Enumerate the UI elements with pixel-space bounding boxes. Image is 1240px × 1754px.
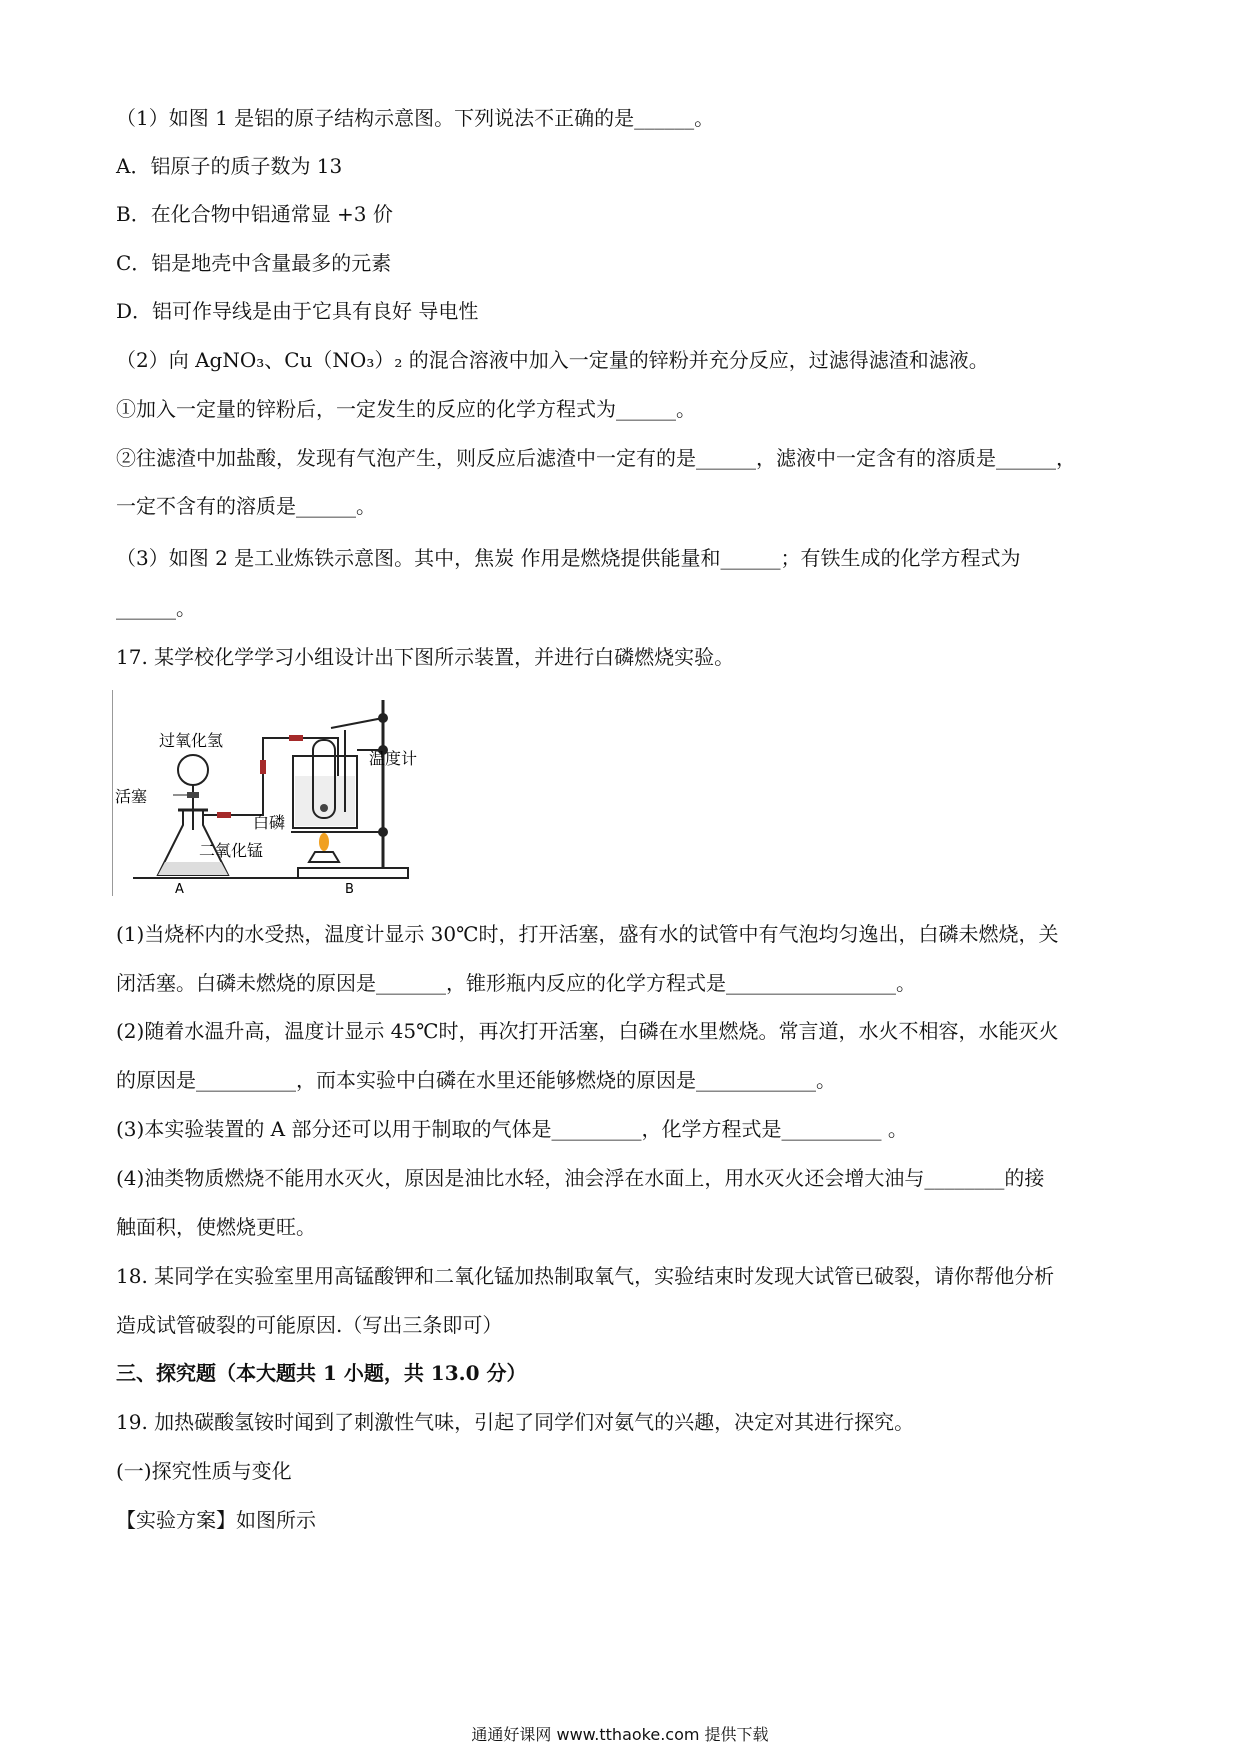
q17-part3: (3)本实验装置的 A 部分还可以用于制取的气体是_________，化学方程式是__________ 。 bbox=[116, 1117, 908, 1141]
label-mno2: 二氧化锰 bbox=[199, 841, 264, 860]
q19-stem: 19. 加热碳酸氢铵时闻到了刺激性气味，引起了同学们对氨气的兴趣，决定对其进行探究。 bbox=[116, 1410, 915, 1434]
q17-part2: (2)随着水温升高，温度计显示 45℃时，再次打开活塞，白磷在水里燃烧。常言道，水火不相容，水能灭火 bbox=[116, 1019, 1059, 1043]
q16-part3: （3）如图 2 是工业炼铁示意图。其中，焦炭 作用是燃烧提供能量和______；有铁生成的化学方程式为 bbox=[116, 546, 1021, 570]
q16-option-d: D．铝可作导线是由于它具有良好 导电性 bbox=[116, 299, 479, 323]
label-h2o2: 过氧化氢 bbox=[159, 731, 224, 750]
label-a: A bbox=[175, 882, 184, 896]
q16-option-b: B．在化合物中铝通常显 +3 价 bbox=[116, 202, 393, 226]
q17-part4-cont: 触面积，使燃烧更旺。 bbox=[116, 1215, 316, 1239]
q16-option-a: A．铝原子的质子数为 13 bbox=[116, 154, 343, 178]
q16-part2-item2-cont: 一定不含有的溶质是______。 bbox=[116, 494, 376, 518]
q18-stem-cont: 造成试管破裂的可能原因.（写出三条即可） bbox=[116, 1313, 503, 1337]
section-three-title: 三、探究题（本大题共 1 小题，共 13.0 分） bbox=[116, 1361, 527, 1385]
q16-part2-item2: ②往滤渣中加盐酸，发现有气泡产生，则反应后滤渣中一定有的是______，滤液中一定含有的溶质是______， bbox=[116, 446, 1076, 470]
label-thermometer: 温度计 bbox=[369, 749, 418, 768]
q16-part2: （2）向 AgNO₃、Cu（NO₃）₂ 的混合溶液中加入一定量的锌粉并充分反应，过滤得滤渣和滤液。 bbox=[116, 348, 989, 372]
label-white-phosphorus: 白磷 bbox=[253, 813, 286, 832]
q16-part1: （1）如图 1 是铝的原子结构示意图。下列说法不正确的是______。 bbox=[116, 106, 715, 130]
q19-subsection: (一)探究性质与变化 bbox=[116, 1459, 292, 1483]
label-valve: 活塞 bbox=[115, 787, 148, 806]
q17-part2-cont: 的原因是__________，而本实验中白磷在水里还能够燃烧的原因是____________。 bbox=[116, 1068, 836, 1092]
alcohol-burner bbox=[291, 832, 361, 862]
q16-part2-item1: ①加入一定量的锌粉后，一定发生的反应的化学方程式为______。 bbox=[116, 397, 696, 421]
apparatus-figure bbox=[112, 690, 449, 896]
beaker-b bbox=[293, 730, 357, 828]
q17-part1: (1)当烧杯内的水受热，温度计显示 30℃时，打开活塞，盛有水的试管中有气泡均匀逸出，白磷未燃烧，关 bbox=[116, 922, 1059, 946]
label-b: B bbox=[345, 882, 354, 896]
q16-part3-cont: ______。 bbox=[116, 596, 196, 620]
q16-option-c: C．铝是地壳中含量最多的元素 bbox=[116, 251, 392, 275]
page-footer: 通通好课网 www.tthaoke.com 提供下载 bbox=[471, 1725, 769, 1744]
q19-experiment-plan: 【实验方案】如图所示 bbox=[116, 1508, 316, 1532]
q18-stem: 18. 某同学在实验室里用高锰酸钾和二氧化锰加热制取氧气，实验结束时发现大试管已破裂，请你帮他分析 bbox=[116, 1264, 1055, 1288]
q17-part1-cont: 闭活塞。白磷未燃烧的原因是_______，锥形瓶内反应的化学方程式是_________________。 bbox=[116, 971, 916, 995]
q17-part4: (4)油类物质燃烧不能用水灭火，原因是油比水轻，油会浮在水面上，用水灭火还会增大油与________的接 bbox=[116, 1166, 1045, 1190]
q17-stem: 17. 某学校化学学习小组设计出下图所示装置，并进行白磷燃烧实验。 bbox=[116, 645, 735, 669]
